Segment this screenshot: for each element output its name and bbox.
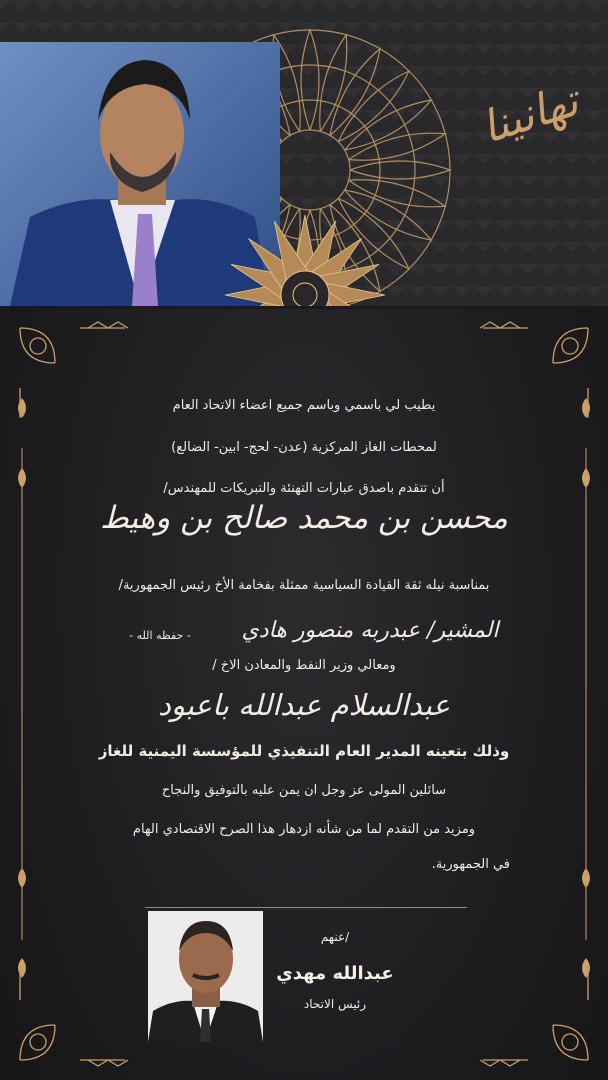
signatory-title: رئيس الاتحاد bbox=[303, 997, 367, 1011]
president-name: المشير/ عبدربه منصور هادي bbox=[241, 618, 499, 643]
signatory-photo bbox=[148, 911, 263, 1042]
mandala-petal bbox=[350, 161, 450, 179]
line-appointment: وذلك بتعينه المدير العام التنفيذي للمؤسسة اليمنية للغاز bbox=[98, 742, 510, 760]
mandala-petal bbox=[346, 125, 447, 168]
signatory-name: عبدالله مهدي bbox=[276, 963, 394, 984]
title-text: تهانينا bbox=[475, 75, 585, 154]
line-occasion: بمناسبة نيله ثقة القيادة السياسية ممثلة بفخامة الأخ رئيس الجمهورية/ bbox=[118, 578, 490, 593]
line-progress: ومزيد من التقدم لما من شأنه ازدهار هذا الصرح الاقتصادي الهام bbox=[132, 822, 476, 837]
signature-from-label: عنهم/ bbox=[320, 930, 350, 944]
engineer-name: محسن بن محمد صالح بن وهيط bbox=[100, 500, 508, 536]
line-prayer: سائلين المولى عز وجل ان يمن عليه بالتوفيق والنجاح bbox=[161, 783, 447, 798]
line-republic: في الجمهورية. bbox=[431, 857, 510, 872]
mandala-petal bbox=[312, 32, 355, 133]
corner-br-ornament bbox=[480, 970, 588, 1066]
divider-line bbox=[145, 907, 467, 908]
star-ornament bbox=[205, 205, 405, 308]
mandala-petal bbox=[301, 30, 319, 130]
corner-bl-ornament bbox=[20, 970, 128, 1066]
header-separator bbox=[0, 306, 608, 309]
line-intro-2: لمحطات الغاز المركزية (عدن- لحج- ابين- الضالع) bbox=[171, 440, 437, 455]
header-banner bbox=[0, 0, 608, 308]
line-minister: ومعالي وزير النفط والمعادن الاخ / bbox=[212, 658, 396, 673]
line-intro-1: يطيب لي باسمي وباسم جميع اعضاء الاتحاد العام bbox=[172, 398, 436, 413]
script-title bbox=[455, 45, 605, 205]
hafiz-text: - حفظه الله - bbox=[129, 629, 191, 642]
minister-name: عبدالسلام عبدالله باعبود bbox=[158, 688, 450, 722]
line-intro-3: أن تتقدم باصدق عبارات التهنئة والتبريكات للمهندس/ bbox=[163, 481, 445, 496]
